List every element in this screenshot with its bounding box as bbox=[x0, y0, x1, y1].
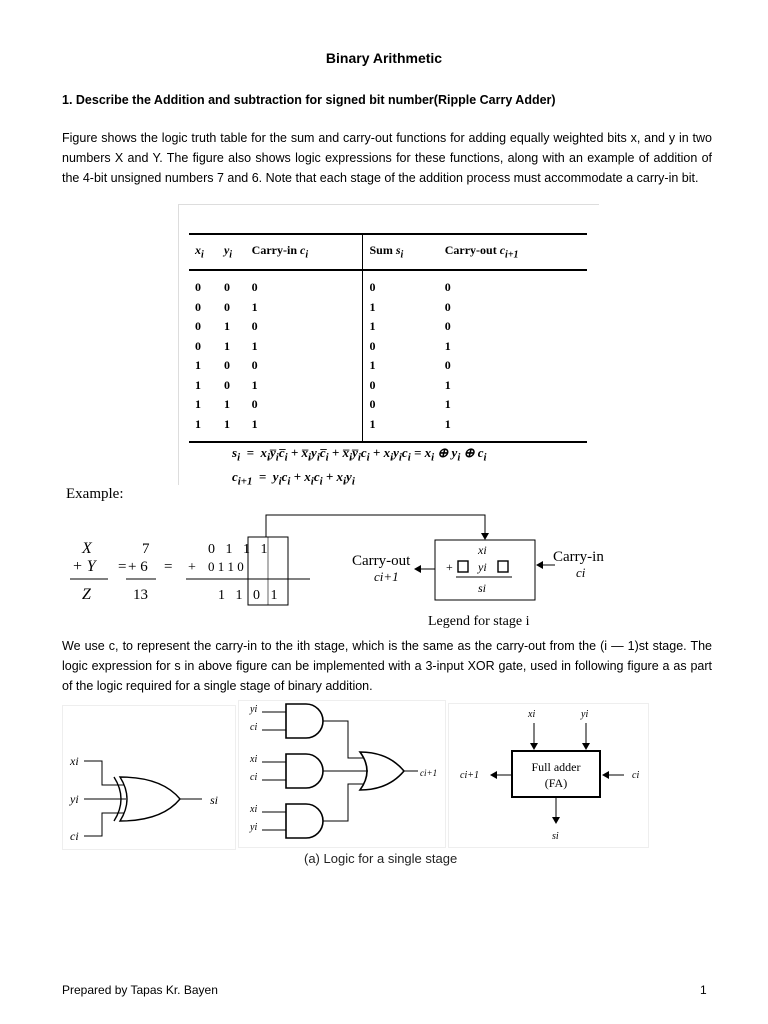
and-gate-3 bbox=[286, 804, 323, 838]
full-adder-figure bbox=[448, 703, 658, 848]
xor-in-xi: xi bbox=[70, 754, 79, 768]
xor-out-si: si bbox=[210, 793, 219, 807]
carry-equation: $c_{i+1} = y_ic_i + x_ic_i + x_iy_i$ bbox=[232, 469, 355, 488]
xor-wire-x bbox=[84, 761, 124, 785]
legend-si: si bbox=[478, 581, 487, 595]
truth-table-cell: 1 bbox=[195, 377, 201, 392]
header-yi: $y_i$ bbox=[218, 234, 246, 270]
carry-out-var: ci+1 bbox=[374, 569, 399, 584]
header-sum: Sum $s_i$ bbox=[363, 234, 439, 270]
truth-table-cell: 1 bbox=[363, 415, 439, 443]
truth-table-row bbox=[189, 395, 587, 415]
full-adder-block bbox=[512, 751, 600, 797]
carry-in-arrowhead bbox=[536, 561, 543, 569]
ex-dec-13: 13 bbox=[133, 587, 148, 603]
and2-in-x: xi bbox=[250, 754, 258, 765]
truth-table-cell: 1 bbox=[246, 337, 363, 357]
xor-in-ci: ci bbox=[70, 829, 79, 843]
truth-table-cell: 1 bbox=[223, 338, 230, 353]
truth-table bbox=[189, 233, 587, 443]
legend-left-square bbox=[458, 561, 468, 572]
truth-table-cell: 0 bbox=[369, 338, 376, 353]
truth-table-cell: 0 bbox=[195, 280, 201, 295]
legend-plus: + bbox=[446, 560, 453, 574]
truth-table-cell: 0 bbox=[246, 270, 363, 298]
header-carry-in: Carry-in $c_i$ bbox=[246, 234, 363, 270]
fa-out-s: si bbox=[552, 831, 559, 842]
truth-table-cell: 0 bbox=[369, 397, 376, 412]
and2-in-c: ci bbox=[250, 772, 258, 783]
header-carry-out: Carry-out $c_{i+1}$ bbox=[439, 234, 587, 270]
truth-table-cell: 1 bbox=[246, 298, 363, 318]
truth-table-cell: 0 bbox=[195, 299, 201, 314]
ex-bin-plus: + bbox=[188, 560, 196, 575]
truth-table-row bbox=[189, 376, 587, 396]
truth-table-cell: 0 bbox=[223, 299, 230, 314]
ex-bin-y: 0 1 1 0 bbox=[208, 559, 244, 574]
fa-label-1: Full adder bbox=[531, 760, 581, 774]
truth-table-cell: 0 bbox=[369, 280, 376, 295]
truth-table-cell: 0 bbox=[195, 319, 201, 334]
and1-in-c: ci bbox=[250, 722, 258, 733]
truth-table-cell: 0 bbox=[223, 280, 230, 295]
truth-table-cell: 0 bbox=[246, 317, 363, 337]
header-xi: $x_i$ bbox=[189, 234, 218, 270]
document-title: Binary Arithmetic bbox=[325, 50, 443, 66]
truth-table-cell: 1 bbox=[246, 376, 363, 396]
legend-yi: yi bbox=[478, 560, 487, 574]
feedback-line bbox=[266, 515, 485, 537]
question-heading: 1. Describe the Addition and subtraction for signed bit number(Ripple Carry Adder) bbox=[62, 93, 556, 107]
truth-table-cell: 0 bbox=[444, 358, 451, 373]
ex-eq-1: = bbox=[118, 559, 127, 575]
carry-out-label: Carry-out bbox=[352, 553, 411, 569]
truth-table-row bbox=[189, 298, 587, 318]
or-out-carry: ci+1 bbox=[420, 768, 438, 778]
truth-table-cell: 0 bbox=[223, 377, 230, 392]
or-gate bbox=[360, 752, 404, 790]
truth-table-cell: 0 bbox=[369, 377, 376, 392]
and-gate-1 bbox=[286, 704, 323, 738]
xor-paragraph: We use c, to represent the carry-in to the ith stage, which is the same as the carry-out from the (i — 1)st stage. The logic expression for s in above figure can be implemented with a 3-input XOR gate, used in following figure a as part of the logic required for a single stage of binary addition. bbox=[62, 639, 712, 693]
figure-caption: (a) Logic for a single stage bbox=[304, 851, 458, 866]
truth-table-cell: 0 bbox=[223, 358, 230, 373]
and1-in-y: yi bbox=[250, 704, 258, 715]
fa-cin: ci bbox=[632, 770, 640, 781]
and3-in-x: xi bbox=[250, 804, 258, 815]
example-label: Example: bbox=[66, 486, 124, 502]
xor-gate-body bbox=[120, 777, 180, 821]
feedback-arrowhead bbox=[481, 533, 489, 540]
and3-in-y: yi bbox=[250, 822, 258, 833]
truth-table-cell: 1 bbox=[444, 377, 451, 392]
truth-table-cell: 0 bbox=[246, 395, 363, 415]
truth-table-cell: 1 bbox=[369, 358, 376, 373]
ex-dec-6: + 6 bbox=[128, 559, 148, 575]
intro-paragraph: Figure shows the logic truth table for the sum and carry-out functions for adding equally weighted bits x, and y in two numbers X and Y. The figure also shows logic expressions for these functions, along with an example of addition of the 4-bit unsigned numbers 7 and 6. Note that each stage of the addition process must accommodate a carry-in bit. bbox=[62, 131, 712, 185]
legend-caption: Legend for stage i bbox=[428, 614, 530, 629]
truth-table-row bbox=[189, 270, 587, 298]
ex-dec-7: 7 bbox=[142, 541, 150, 557]
truth-table-cell: 1 bbox=[223, 397, 230, 412]
ex-bin-sum: 1 1 0 1 bbox=[218, 588, 278, 603]
truth-table-cell: 0 bbox=[246, 356, 363, 376]
legend-right-square bbox=[498, 561, 508, 572]
truth-table-row bbox=[189, 337, 587, 357]
truth-table-cell: 1 bbox=[189, 415, 218, 443]
xor-gate-figure bbox=[62, 705, 236, 850]
sum-equation: $s_i$ = $x_iy̅_ic̅_i$ + $x̅_iy_ic̅_i$ + $x̅_iy̅_ic_i + x_iy_ic_i = x_i$ ⊕ $y_i$ ⊕ $c_i$ bbox=[232, 445, 487, 464]
truth-table-cell: 0 bbox=[195, 338, 201, 353]
carry-in-var: ci bbox=[576, 565, 586, 580]
truth-table-cell: 1 bbox=[369, 319, 376, 334]
and-gate-2 bbox=[286, 754, 323, 788]
truth-table-cell: 0 bbox=[444, 299, 451, 314]
carry-out-arrowhead bbox=[414, 565, 421, 573]
carry-logic-figure bbox=[238, 700, 446, 850]
truth-table-cell: 1 bbox=[195, 358, 201, 373]
truth-table-cell: 1 bbox=[444, 397, 451, 412]
ex-plus-y: + Y bbox=[72, 558, 96, 575]
ex-eq-2: = bbox=[164, 559, 173, 575]
fa-cout: ci+1 bbox=[460, 770, 479, 781]
fa-label-2: (FA) bbox=[544, 776, 568, 790]
truth-table-row bbox=[189, 317, 587, 337]
footer-author: Prepared by Tapas Kr. Bayen bbox=[62, 983, 218, 997]
truth-table-body bbox=[189, 270, 587, 442]
truth-table-row bbox=[189, 356, 587, 376]
ex-bin-x: 0 1 1 1 bbox=[208, 542, 268, 557]
truth-table-cell: 1 bbox=[223, 319, 230, 334]
truth-table-cell: 1 bbox=[246, 415, 363, 443]
xor-in-yi: yi bbox=[70, 792, 79, 806]
ex-z: Z bbox=[82, 586, 91, 603]
fa-in-y: yi bbox=[581, 709, 589, 720]
fa-in-x: xi bbox=[528, 709, 536, 720]
truth-table-cell: 1 bbox=[439, 415, 587, 443]
example-diagram bbox=[60, 505, 620, 630]
truth-table-figure bbox=[178, 204, 599, 485]
truth-table-cell: 1 bbox=[218, 415, 246, 443]
ex-x: X bbox=[82, 540, 92, 557]
truth-table-cell: 0 bbox=[444, 319, 451, 334]
truth-table-cell: 0 bbox=[444, 280, 451, 295]
truth-table-cell: 1 bbox=[369, 299, 376, 314]
page-number: 1 bbox=[700, 983, 707, 997]
xor-wire-c bbox=[84, 813, 124, 836]
truth-table-cell: 1 bbox=[195, 397, 201, 412]
truth-table-row bbox=[189, 415, 587, 443]
carry-in-label: Carry-in bbox=[553, 549, 604, 565]
truth-table-cell: 1 bbox=[444, 338, 451, 353]
legend-xi: xi bbox=[478, 543, 487, 557]
